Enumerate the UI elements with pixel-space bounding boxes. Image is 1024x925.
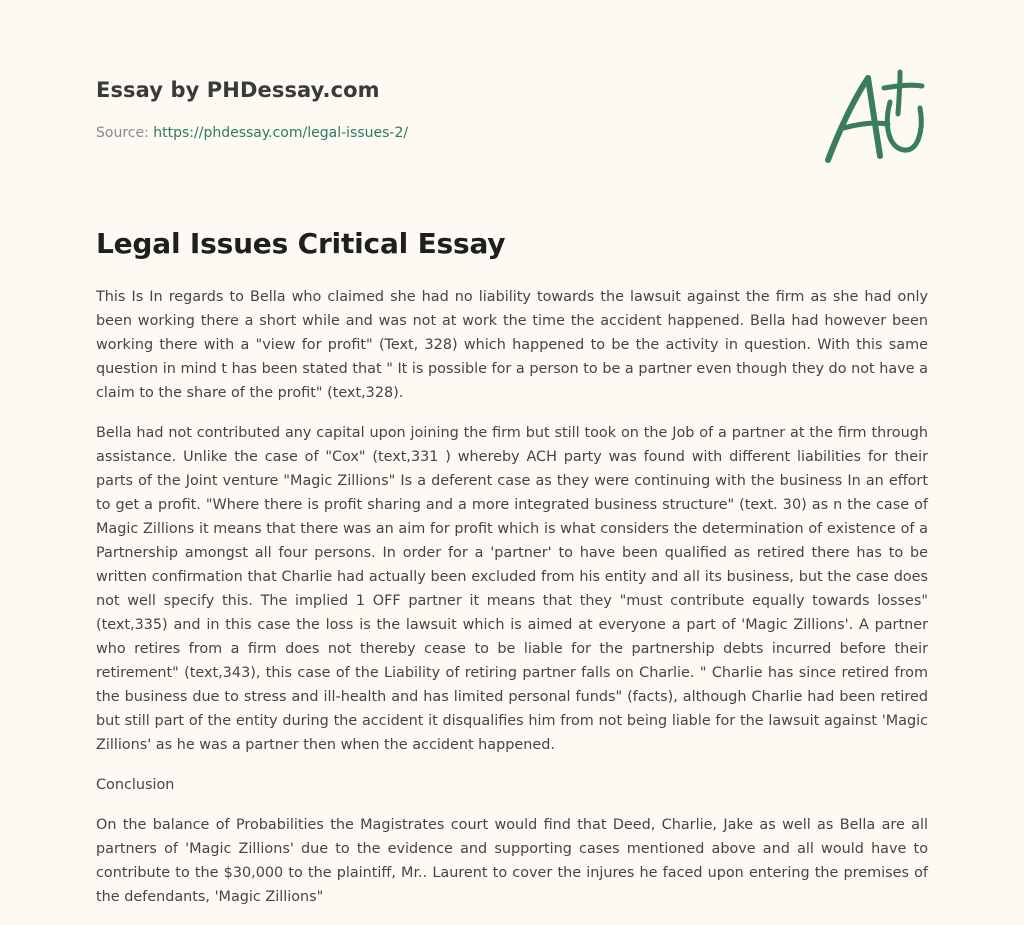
a-plus-logo-icon [818, 64, 930, 168]
essay-body [96, 285, 928, 925]
source-link[interactable]: https://phdessay.com/legal-issues-2/ [153, 125, 409, 141]
source-line [96, 123, 796, 143]
essay-paragraph: On the balance of Probabilities the Magistrates court would find that Deed, Charlie, Jake as well as Bella are all partners of 'Magic Zillions' due to the evidence and supporting cases mentioned above and all would have to contribute to the $30,000 to the plaintiff, Mr.. Laurent to cover the injures he faced upon entering the premises of the defendants, 'Magic Zillions" [96, 817, 928, 905]
essay-title: Legal Issues Critical Essay [96, 227, 506, 260]
source-label: Source: [96, 125, 149, 141]
section-heading: Conclusion [96, 777, 175, 793]
essay-paragraph: This Is In regards to Bella who claimed she had no liability towards the lawsuit against the firm as she had only been working there a short while and was not at work the time the accident happened. Bella had however been working there with a "view for profit" (Text, 328) which happened to be the activity in question. With this same question in mind t has been stated that " It is possible for a person to be a partner even though they do not have a claim to the share of the profit" (text,328). [96, 289, 928, 401]
brand-title: Essay by PHDessay.com [96, 78, 380, 102]
page-header [96, 74, 796, 143]
essay-paragraph: Bella had not contributed any capital upon joining the firm but still took on the Job of a partner at the firm through assistance. Unlike the case of "Cox" (text,331 ) whereby ACH party was found with different liabilities for their parts of the Joint venture "Magic Zillions" Is a deferent case as they were continuing with the business In an effort to get a profit. "Where there is profit sharing and a more integrated business structure" (text. 30) as n the case of Magic Zillions it means that there was an aim for profit which is what considers the determination of existence of a Partnership amongst all four persons. In order for a 'partner' to have been qualified as retired there has to be written confirmation that Charlie had actually been excluded from his entity and all its business, but the case does not well specify this. The implied 1 OFF partner it means that they "must contribute equally towards losses" (text,335) and in this case the loss is the lawsuit which is aimed at everyone a part of 'Magic Zillions'. A partner who retires from a firm does not thereby cease to be liable for the partnership debts incurred before their retirement" (text,343), this case of the Liability of retiring partner falls on Charlie. " Charlie has since retired from the business due to stress and ill-health and has limited personal funds" (facts), although Charlie had been retired but still part of the entity during the accident it disqualifies him from not being liable for the lawsuit against 'Magic Zillions' as he was a partner then when the accident happened. [96, 425, 928, 753]
